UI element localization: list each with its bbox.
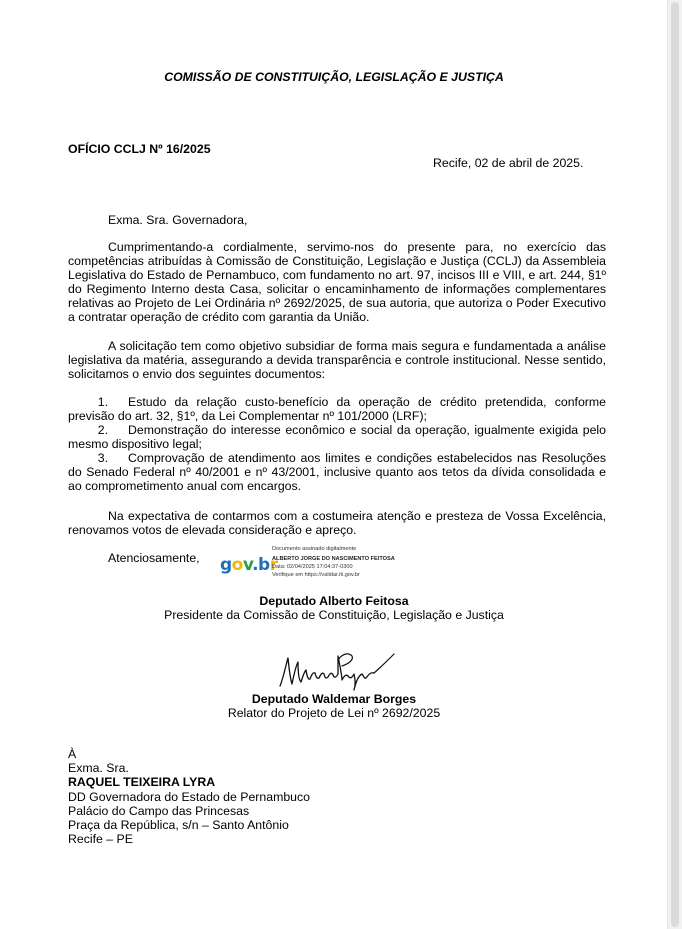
list-number: 1. bbox=[97, 395, 108, 409]
signatory-2-role: Relator do Projeto de Lei nº 2692/2025 bbox=[227, 706, 441, 720]
paragraph-request bbox=[68, 339, 606, 381]
signature-date: Data: 02/04/2025 17:04:37-0300 bbox=[272, 564, 353, 570]
signatory-1-role: Presidente da Comissão de Constituição, Legislação e Justiça bbox=[164, 608, 504, 622]
recipient-city: Recife – PE bbox=[68, 832, 133, 846]
signature-label: Documento assinado digitalmente bbox=[272, 546, 357, 552]
paragraph-closing bbox=[68, 509, 606, 537]
recipient-address: Praça da República, s/n – Santo Antônio bbox=[68, 818, 289, 832]
list-item bbox=[68, 423, 606, 451]
list-item bbox=[68, 451, 606, 493]
recipient-place: Palácio do Campo das Princesas bbox=[68, 804, 250, 818]
document-header-title: COMISSÃO DE CONSTITUIÇÃO, LEGISLAÇÃO E JUSTIÇA bbox=[164, 70, 504, 84]
vertical-scrollbar[interactable] bbox=[667, 0, 682, 929]
signature-details bbox=[272, 545, 395, 579]
paragraph-intro bbox=[68, 240, 606, 325]
paragraph-text: A solicitação tem como objetivo subsidiar de forma mais segura e fundamentada a análise legislativa da matéria, assegurando a devida transparência e controle institucional. Nesse sentido, solicitamos o envio dos seguintes documentos: bbox=[68, 339, 606, 382]
recipient-role: DD Governadora do Estado de Pernambuco bbox=[68, 790, 310, 804]
list-number: 3. bbox=[97, 451, 108, 465]
list-item bbox=[68, 395, 606, 423]
list-text: Demonstração do interesse econômico e social da operação, igualmente exigida pelo mesmo dispositivo legal; bbox=[68, 423, 606, 452]
list-text: Estudo da relação custo-benefício da operação de crédito pretendida, conforme previsão do art. 32, §1º, da Lei Complementar nº 101/2000 (LRF); bbox=[68, 395, 606, 424]
oficio-number: OFÍCIO CCLJ Nº 16/2025 bbox=[68, 142, 211, 156]
govbr-logo: gov.br bbox=[220, 555, 278, 575]
recipient-name: RAQUEL TEIXEIRA LYRA bbox=[68, 775, 216, 789]
signatory-2-name: Deputado Waldemar Borges bbox=[251, 692, 417, 706]
signature-verify: Verifique em https://validar.iti.gov.br bbox=[272, 572, 360, 578]
list-number: 2. bbox=[97, 423, 108, 437]
signatory-1-name: Deputado Alberto Feitosa bbox=[259, 594, 409, 608]
salutation: Exma. Sra. Governadora, bbox=[108, 213, 248, 227]
place-date: Recife, 02 de abril de 2025. bbox=[433, 156, 584, 170]
list-text: Comprovação de atendimento aos limites e condições estabelecidos nas Resoluções do Senado Federal nº 40/2001 e nº 43/2001, inclusive quanto aos tetos da dívida consolidada e ao comprometimento anual com encargos. bbox=[68, 451, 606, 494]
paragraph-text: Na expectativa de contarmos com a costumeira atenção e presteza de Vossa Excelência, renovamos votos de elevada consideração e apreço. bbox=[68, 509, 606, 538]
paragraph-text: Cumprimentando-a cordialmente, servimo-nos do presente para, no exercício das competências atribuídas à Comissão de Constituição, Legislação e Justiça (CCLJ) da Assembleia Legislativa do Estado de Pernambuco, com fundamento no art. 97, incisos III e VIII, e art. 244, §1º do Regimento Interno desta Casa, solicitar o encaminhamento de informações complementares relativas ao Projeto de Lei Ordinária nº 2692/2025, de sua autoria, que autoriza o Poder Executivo a contratar operação de crédito com garantia da União. bbox=[68, 240, 606, 325]
digital-signature-stamp bbox=[220, 545, 395, 585]
scrollbar-thumb[interactable] bbox=[671, 2, 679, 927]
recipient-to: À bbox=[68, 747, 77, 761]
closing-text: Atenciosamente, bbox=[108, 551, 200, 565]
signer-name: ALBERTO JORGE DO NASCIMENTO FEITOSA bbox=[272, 556, 395, 562]
recipient-title: Exma. Sra. bbox=[68, 761, 129, 775]
handwritten-signature bbox=[276, 646, 400, 692]
